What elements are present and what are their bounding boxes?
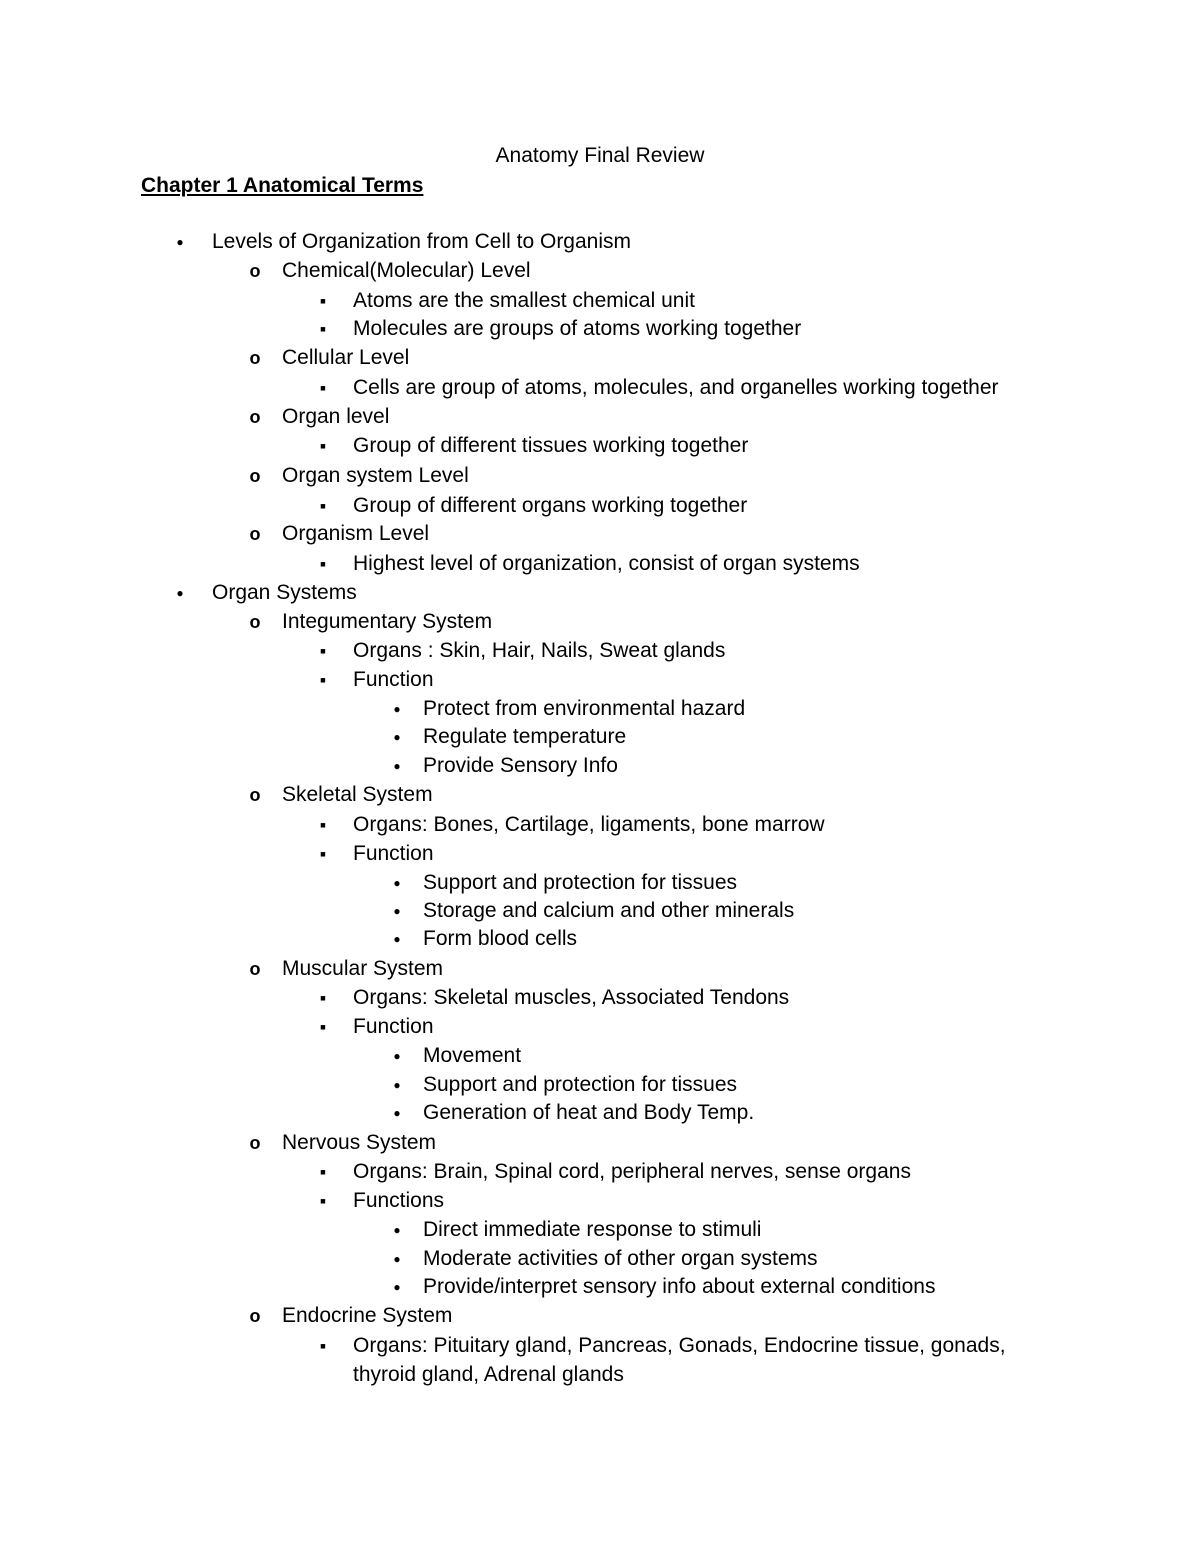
circle-bullet-icon: [245, 781, 265, 809]
list-item-level-4: Moderate activities of other organ systems: [423, 1247, 818, 1270]
square-bullet-icon: [313, 666, 333, 694]
circle-bullet-icon: [245, 1302, 265, 1330]
list-item-level-4: Form blood cells: [423, 927, 578, 950]
list-item-continuation: thyroid gland, Adrenal glands: [353, 1363, 624, 1386]
list-item-level-4: Direct immediate response to stimuli: [423, 1218, 762, 1241]
list-item-level-2: Integumentary System: [282, 610, 493, 633]
disc-bullet-icon: [387, 695, 407, 725]
square-bullet-icon: [313, 1187, 333, 1215]
circle-bullet-icon: [245, 344, 265, 372]
square-bullet-icon: [313, 315, 333, 343]
list-item-level-4: Storage and calcium and other minerals: [423, 899, 795, 922]
list-item-level-2: Endocrine System: [282, 1304, 453, 1327]
list-item-level-3: Organs : Skin, Hair, Nails, Sweat glands: [353, 639, 726, 662]
circle-bullet-icon: [245, 608, 265, 636]
disc-bullet-icon: [170, 579, 190, 609]
list-item-level-2: Organ level: [282, 405, 390, 428]
list-item-level-4: Generation of heat and Body Temp.: [423, 1101, 755, 1124]
circle-bullet-icon: [245, 257, 265, 285]
list-item-level-3: Organs: Skeletal muscles, Associated Tendons: [353, 986, 790, 1009]
disc-bullet-icon: [387, 1042, 407, 1072]
disc-bullet-icon: [387, 1071, 407, 1101]
disc-bullet-icon: [387, 897, 407, 927]
circle-bullet-icon: [245, 955, 265, 983]
circle-bullet-icon: [245, 1129, 265, 1157]
document-title: Anatomy Final Review: [495, 144, 705, 167]
list-item-level-3: Group of different organs working together: [353, 494, 748, 517]
chapter-heading: Chapter 1 Anatomical Terms: [141, 174, 424, 197]
list-item-level-4: Provide/interpret sensory info about external conditions: [423, 1275, 936, 1298]
list-item-level-3: Cells are group of atoms, molecules, and organelles working together: [353, 376, 999, 399]
circle-bullet-icon: [245, 403, 265, 431]
square-bullet-icon: [313, 1332, 333, 1360]
list-item-level-1: Organ Systems: [212, 581, 357, 604]
list-item-level-3: Function: [353, 1015, 434, 1038]
list-item-level-4: Regulate temperature: [423, 725, 627, 748]
square-bullet-icon: [313, 374, 333, 402]
circle-bullet-icon: [245, 462, 265, 490]
disc-bullet-icon: [387, 1099, 407, 1129]
list-item-level-4: Protect from environmental hazard: [423, 697, 746, 720]
list-item-level-3: Organs: Bones, Cartilage, ligaments, bone marrow: [353, 813, 825, 836]
disc-bullet-icon: [387, 925, 407, 955]
disc-bullet-icon: [387, 1273, 407, 1303]
list-item-level-1: Levels of Organization from Cell to Organism: [212, 230, 632, 253]
square-bullet-icon: [313, 637, 333, 665]
disc-bullet-icon: [387, 723, 407, 753]
square-bullet-icon: [313, 1013, 333, 1041]
square-bullet-icon: [313, 492, 333, 520]
circle-bullet-icon: [245, 520, 265, 548]
list-item-level-2: Organism Level: [282, 522, 430, 545]
square-bullet-icon: [313, 811, 333, 839]
list-item-level-3: Molecules are groups of atoms working together: [353, 317, 802, 340]
list-item-level-3: Group of different tissues working together: [353, 434, 749, 457]
list-item-level-2: Nervous System: [282, 1131, 437, 1154]
list-item-level-3: Function: [353, 668, 434, 691]
list-item-level-3: Highest level of organization, consist of organ systems: [353, 552, 860, 575]
list-item-level-3: Function: [353, 842, 434, 865]
square-bullet-icon: [313, 287, 333, 315]
list-item-level-2: Cellular Level: [282, 346, 410, 369]
list-item-level-3: Atoms are the smallest chemical unit: [353, 289, 695, 312]
list-item-level-4: Support and protection for tissues: [423, 871, 738, 894]
list-item-level-2: Muscular System: [282, 957, 444, 980]
square-bullet-icon: [313, 840, 333, 868]
disc-bullet-icon: [387, 752, 407, 782]
square-bullet-icon: [313, 984, 333, 1012]
disc-bullet-icon: [170, 228, 190, 258]
list-item-level-4: Provide Sensory Info: [423, 754, 618, 777]
disc-bullet-icon: [387, 869, 407, 899]
list-item-level-2: Organ system Level: [282, 464, 469, 487]
list-item-level-3: Organs: Pituitary gland, Pancreas, Gonads, Endocrine tissue, gonads,: [353, 1334, 1006, 1357]
list-item-level-2: Chemical(Molecular) Level: [282, 259, 531, 282]
disc-bullet-icon: [387, 1245, 407, 1275]
square-bullet-icon: [313, 432, 333, 460]
list-item-level-3: Organs: Brain, Spinal cord, peripheral nerves, sense organs: [353, 1160, 911, 1183]
square-bullet-icon: [313, 550, 333, 578]
list-item-level-3: Functions: [353, 1189, 445, 1212]
square-bullet-icon: [313, 1158, 333, 1186]
list-item-level-2: Skeletal System: [282, 783, 433, 806]
list-item-level-4: Movement: [423, 1044, 522, 1067]
list-item-level-4: Support and protection for tissues: [423, 1073, 738, 1096]
disc-bullet-icon: [387, 1216, 407, 1246]
